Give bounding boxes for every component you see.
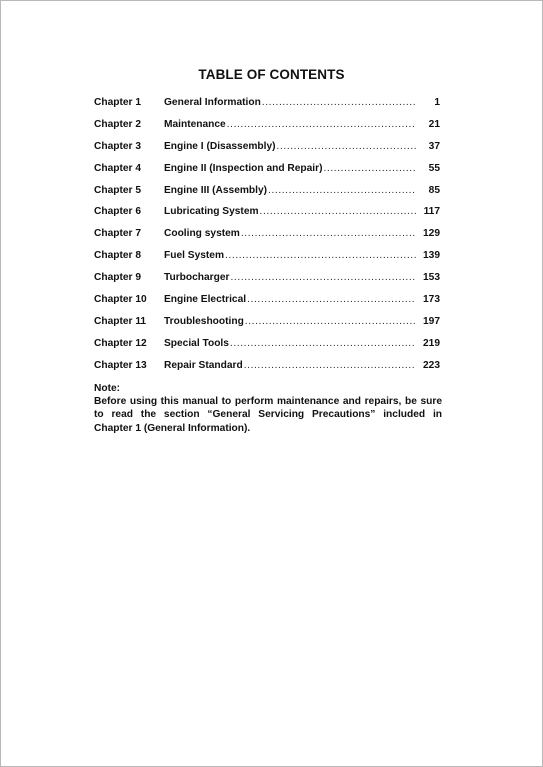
toc-chapter-number: Chapter 13 [94,359,147,371]
toc-entry [94,228,440,250]
toc-page-number: 153 [423,272,440,284]
toc-chapter-number: Chapter 4 [94,162,141,174]
toc-chapter-number: Chapter 10 [94,294,147,306]
toc-leader-dots [230,272,416,283]
page-title: TABLE OF CONTENTS [198,67,345,82]
toc-leader-dots [262,97,416,108]
toc-chapter-title: Engine III (Assembly) [164,184,268,196]
toc-entry [94,97,440,119]
toc-entry [94,185,440,207]
toc-entry [94,294,440,316]
toc-chapter-number: Chapter 7 [94,228,141,240]
toc-chapter-title: Maintenance [164,118,226,130]
toc-leader-dots [245,316,416,327]
note-text: Before using this manual to perform maintenance and repairs, be sure to read the section “General Servicing Precautions” included in Chapter 1 (General Information). [94,396,442,434]
note-label: Note: [94,383,121,394]
toc-leader-dots [225,250,416,261]
toc-chapter-title: General Information [164,97,261,108]
toc-page-number: 37 [428,140,440,152]
toc-page-number: 55 [428,162,440,174]
toc-page-number: 85 [428,184,440,196]
toc-leader-dots [324,163,417,174]
table-of-contents [94,97,440,382]
toc-entry [94,272,440,294]
toc-leader-dots [241,228,416,239]
toc-chapter-title: Engine I (Disassembly) [164,140,276,152]
toc-chapter-number: Chapter 12 [94,337,147,349]
toc-page-number: 219 [423,337,440,349]
toc-leader-dots [260,206,416,217]
note-section [94,382,442,435]
toc-chapter-title: Engine II (Inspection and Repair) [164,162,323,174]
toc-chapter-title: Turbocharger [164,272,230,284]
toc-leader-dots [277,141,416,152]
toc-chapter-number: Chapter 2 [94,118,141,130]
toc-page-number: 139 [423,250,440,262]
toc-chapter-number: Chapter 1 [94,97,141,108]
toc-chapter-number: Chapter 3 [94,140,141,152]
toc-chapter-number: Chapter 6 [94,206,141,218]
toc-entry [94,316,440,338]
toc-chapter-title: Engine Electrical [164,294,247,306]
toc-chapter-number: Chapter 9 [94,272,141,284]
toc-chapter-title: Fuel System [164,250,225,262]
toc-chapter-title: Special Tools [164,337,229,349]
toc-page-number: 197 [423,315,440,327]
toc-chapter-title: Repair Standard [164,359,243,371]
toc-entry [94,338,440,360]
toc-page-number: 129 [423,228,440,240]
toc-entry [94,163,440,185]
toc-entry [94,141,440,163]
toc-chapter-number: Chapter 11 [94,315,147,327]
toc-page-number: 173 [423,294,440,306]
toc-page-number: 21 [428,118,440,130]
toc-chapter-number: Chapter 5 [94,184,141,196]
toc-chapter-number: Chapter 8 [94,250,141,262]
toc-page-number: 117 [423,206,440,218]
toc-entry [94,119,440,141]
toc-entry [94,360,440,382]
toc-leader-dots [227,119,416,130]
toc-chapter-title: Troubleshooting [164,315,244,327]
toc-entry [94,250,440,272]
toc-leader-dots [247,294,416,305]
toc-leader-dots [268,185,416,196]
toc-chapter-title: Lubricating System [164,206,259,218]
toc-page-number: 223 [423,359,440,371]
toc-chapter-title: Cooling system [164,228,240,240]
toc-entry [94,206,440,228]
toc-page-number: 1 [434,97,440,108]
toc-leader-dots [230,338,416,349]
toc-leader-dots [244,360,416,371]
